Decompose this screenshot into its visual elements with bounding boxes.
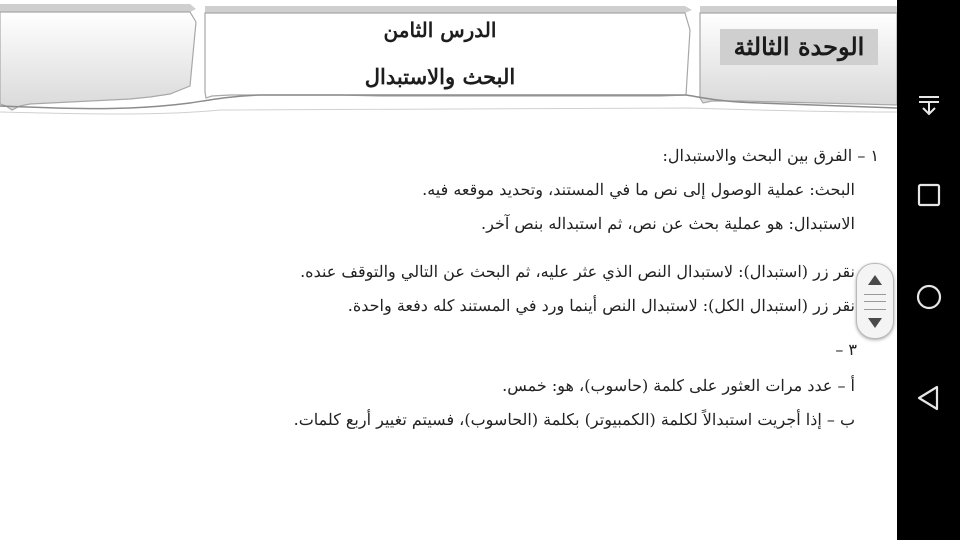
replace-definition: الاستبدال: هو عملية بحث عن نص، ثم استبداله بنص آخر. (481, 214, 855, 233)
lesson-number: الدرس الثامن (383, 18, 497, 42)
triangle-up-icon[interactable] (863, 271, 887, 289)
unit-label: الوحدة الثالثة (720, 29, 878, 65)
search-definition: البحث: عملية الوصول إلى نص ما في المستند، وتحديد موقعه فيه. (422, 180, 855, 199)
replace-all-button-explanation: نقر زر (استبدال الكل): لاستبدال النص أينما ورد في المستند كله دفعة واحدة. (347, 296, 855, 315)
item-a: أ – عدد مرات العثور على كلمة (حاسوب)، هو: خمس. (502, 376, 855, 395)
recents-square-icon[interactable] (897, 165, 960, 225)
item-b: ب – إذا أجريت استبدالاً لكلمة (الكمبيوتر) بكلمة (الحاسوب)، فسيتم تغيير أربع كلمات. (293, 410, 855, 429)
triangle-down-icon[interactable] (863, 314, 887, 332)
replace-button-explanation: نقر زر (استبدال): لاستبدال النص الذي عثر عليه، ثم البحث عن التالي والتوقف عنده. (300, 262, 855, 281)
lesson-title: البحث والاستبدال (364, 64, 516, 89)
notification-pulldown-icon[interactable] (897, 75, 960, 135)
android-navigation-bar (897, 0, 960, 540)
scroll-grip[interactable] (864, 294, 886, 310)
home-circle-icon[interactable] (897, 267, 960, 327)
page-scroll-control[interactable] (856, 263, 894, 339)
back-triangle-icon[interactable] (897, 368, 960, 428)
section-3-heading: ٣ – (835, 340, 857, 359)
section-1-heading: ١ – الفرق بين البحث والاستبدال: (662, 146, 879, 165)
